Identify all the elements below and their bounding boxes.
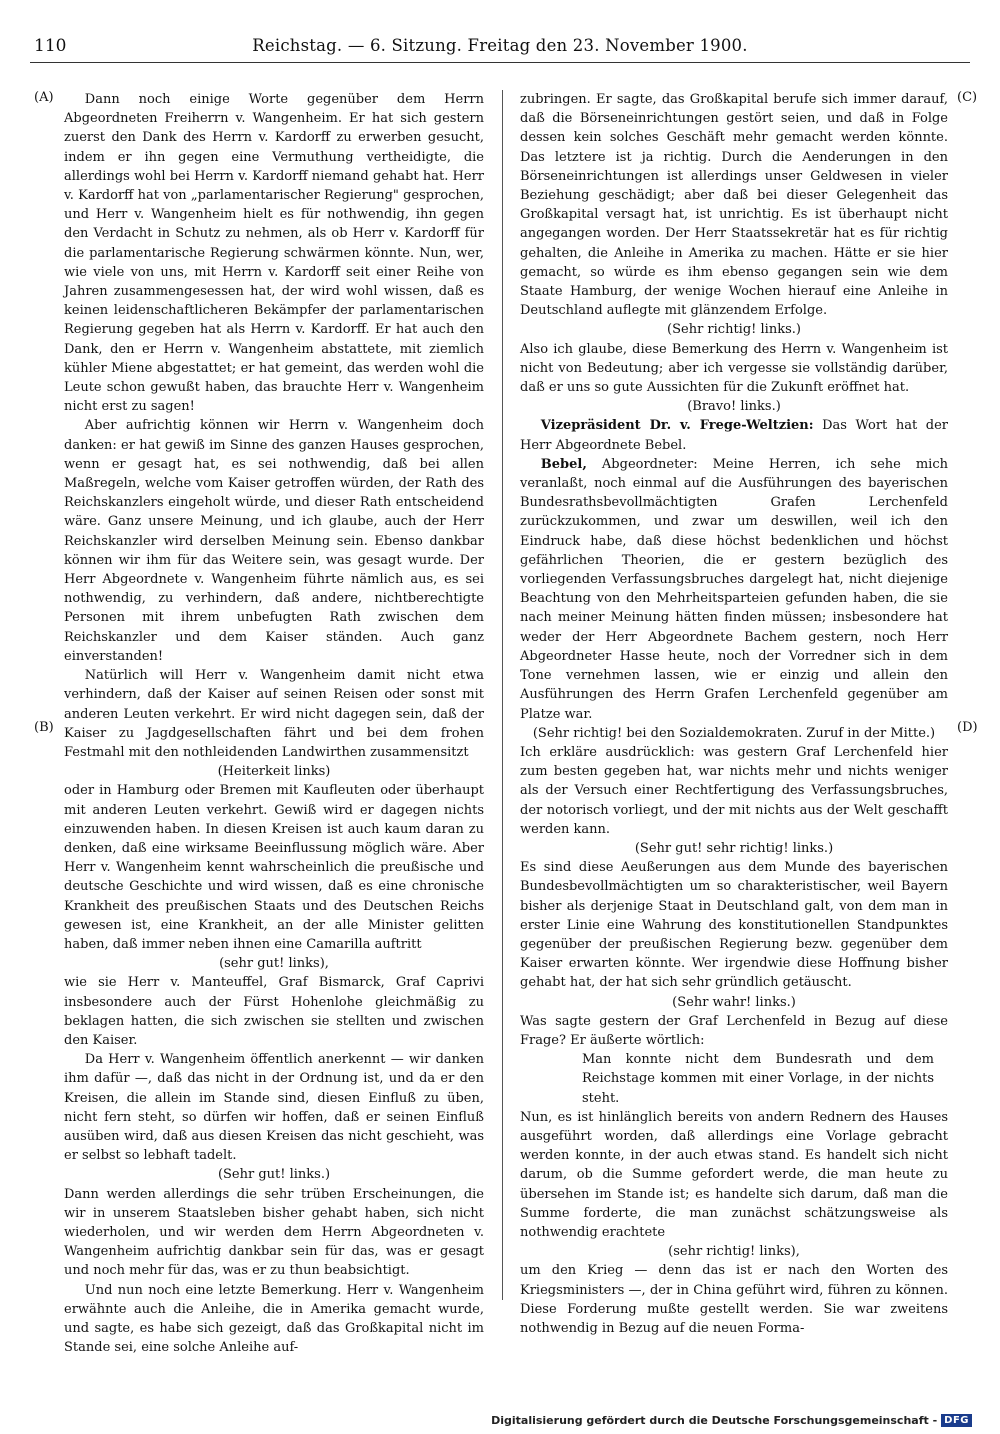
footer-credit — [491, 1414, 972, 1427]
body-paragraph: um den Krieg — denn das ist er nach den Worten des Kriegsministers —, der in China geführt wird, führen zu können. Diese Forderung mußte gestellt werden. Sie war zweitens nothwendig in Bezug auf die neuen Forma- — [520, 1263, 948, 1336]
interjection: (sehr gut! links), — [219, 956, 329, 972]
speaker-name: Vizepräsident Dr. v. Frege-Weltzien: — [540, 418, 814, 434]
body-paragraph: Dann werden allerdings die sehr trüben Erscheinungen, die wir in unserem Staatsleben bisher gehabt haben, sich nicht wiederholen, und wir werden dem Herrn Abgeordneten v. Wangenheim aufrichtig dankbar sein für das, was er gesagt und noch mehr für das, was er zu thun beabsichtigt. — [64, 1186, 484, 1279]
credit-text: Digitalisierung gefördert durch die Deutsche Forschungsgemeinschaft - — [491, 1414, 938, 1427]
interjection: (Sehr gut! sehr richtig! links.) — [634, 840, 834, 856]
body-paragraph: Da Herr v. Wangenheim öffentlich anerkennt — wir danken ihm dafür —, daß das nicht in der Ordnung ist, und da er den Kreisen, die allein im Stande sind, diesen Einfluß zu üben, nicht fern steht, so dürfen wir hoffen, daß er seinen Einfluß ausüben wird, daß aus diesen Kreisen das nicht geschieht, was er selbst so lebhaft tadelt. — [64, 1052, 484, 1164]
speech-paragraph — [520, 455, 948, 724]
interjection: (Sehr wahr! links.) — [672, 994, 796, 1010]
body-paragraph: Es sind diese Aeußerungen aus dem Munde des bayerischen Bundesbevollmächtigten um so charakteristischer, weil Bayern bisher als derjenige Staat in Deutschland galt, von dem man in erster Linie eine Wahrung des konstitutionellen Standpunktes gegenüber der preußischen Regierung bezw. gegenüber dem Kaiser erwarten könnte. Wer irgendwie diese Hoffnung bisher gehabt hat, der hat sich sehr gründlich getäuscht. — [520, 860, 948, 991]
page-number: 110 — [34, 36, 67, 56]
column-divider — [502, 90, 503, 1300]
body-paragraph: Dann noch einige Worte gegenüber dem Herrn Abgeordneten Freiherrn v. Wangenheim. Er hat sich gestern zuerst den Dank des Herrn v. Kardorff zu erwerben gesucht, indem er ihn gegen eine Vermuthung vertheidigte, die allerdings wohl bei Herrn v. Kardorff niemand gehabt hat. Herr v. Kardorff hat von „parlamentarischer Regierung" gesprochen, und Herr v. Wangenheim hielt es für nothwendig, ihn gegen den Verdacht in Schutz zu nehmen, als ob Herr v. Kardorff für die parlamentarische Regierung schwärmen könnte. Nun, wer, wie viele von uns, mit Herrn v. Kardorff seit einer Reihe von Jahren zusammengesessen hat, der wird wohl wissen, daß es keinen leidenschaftlicheren Bekämpfer der parlamentarischen Regierung gegeben hat als Herrn v. Kardorff. Er hat auch den Dank, den er Herrn v. Wangenheim abstattete, mit ziemlich kühler Miene abgestattet; er hat gemeint, das werden wohl die Leute schon gewußt haben, das brauchte Herr v. Wangenheim nicht erst zu sagen! — [64, 92, 484, 415]
body-paragraph: Und nun noch eine letzte Bemerkung. Herr v. Wangenheim erwähnte auch die Anleihe, die in Amerika gemacht wurde, und sagte, es habe sich gezeigt, daß das Großkapital nicht im Stande sei, eine solche Anleihe auf- — [64, 1282, 484, 1356]
body-paragraph: Also ich glaube, diese Bemerkung des Herrn v. Wangenheim ist nicht von Bedeutung; aber ich vergesse sie vollständig darüber, daß er uns so gute Aussichten für die Zukunft eröffnet hat. — [520, 341, 948, 396]
speaker-name: Bebel, — [540, 456, 587, 472]
interjection: (Heiterkeit links) — [217, 764, 331, 780]
running-header — [30, 36, 970, 63]
body-paragraph: Ich erkläre ausdrücklich: was gestern Graf Lerchenfeld hier zum besten gegeben hat, war nichts mehr und nichts weniger als der Versuch einer Rechtfertigung des Verfassungsbruches, der notorisch vorliegt, und der mit nichts aus der Welt geschafft werden kann. — [520, 744, 948, 837]
speech-text: Abgeordneter: Meine Herren, ich sehe mich veranlaßt, noch einmal auf die Ausführungen des bayerischen Bundesrathsbevollmächtigten Grafen Lerchenfeld zurückzukommen, und zwar um deswillen, weil ich den Eindruck habe, daß diese höchst bedenklichen und höchst gefährlichen Theorien, die er gestern bezüglich des vorliegenden Verfassungsbruches dargelegt hat, nicht diejenige Beachtung von den Mehrheitsparteien gefunden haben, die sie nach meiner Meinung hätten finden müssen; insbesondere hat weder der Herr Abgeordnete Bachem gestern, noch Herr Abgeordneter Hasse heute, noch der Vorredner sich in dem Tone vernehmen lassen, wie er einzig und allein den Ausführungen des Herrn Grafen Lerchenfeld gegenüber am Platze war. — [520, 456, 948, 722]
body-paragraph: oder in Hamburg oder Bremen mit Kaufleuten oder überhaupt mit anderen Leuten verkehrt. Gewiß wird er dagegen nichts einzuwenden haben. In diesen Kreisen ist auch kaum daran zu denken, daß eine wirksame Beeinflussung möglich wäre. Aber Herr v. Wangenheim kennt wahrscheinlich die preußische und deutsche Geschichte und wird wissen, daß es eine chronische Krankheit des preußischen Staats und des Deutschen Reichs gewesen ist, eine Krankheit, an der alle Minister gelitten haben, daß immer neben ihnen eine Camarilla auftritt — [64, 783, 484, 952]
interjection: (Bravo! links.) — [687, 399, 781, 415]
margin-marker-b: (B) — [34, 720, 54, 735]
interjection: (Sehr richtig! bei den Sozialdemokraten. Zuruf in der Mitte.) — [532, 725, 936, 741]
margin-marker-c: (C) — [957, 90, 978, 105]
body-paragraph: zubringen. Er sagte, das Großkapital berufe sich immer darauf, daß die Börseneinrichtungen gestört seien, und daß in Folge dessen kein solches Geschäft mehr gemacht werden könnte. Das letztere ist ja richtig. Durch die Aenderungen in den Börseneinrichtungen ist allerdings unser Geldwesen in vieler Beziehung geschädigt; aber daß bei dieser Gelegenheit das Großkapital versagt hat, ist unrichtig. Es ist überhaupt nicht angegangen worden. Der Herr Staatssekretär hat es für richtig gehalten, die Anleihe in Amerika zu machen. Hätte er sie hier gemacht, so würde es ihm ebenso gegangen sein wie dem Staate Hamburg, der wenige Wochen hierauf eine Anleihe in Deutschland auflegte mit glänzendem Erfolge. — [520, 92, 948, 319]
margin-marker-a: (A) — [34, 90, 54, 105]
dfg-logo-icon: DFG — [941, 1414, 972, 1427]
interjection: (Sehr gut! links.) — [217, 1167, 331, 1183]
quotation: Man konnte nicht dem Bundesrath und dem Reichstage kommen mit einer Vorlage, in der nichts steht. — [582, 1052, 934, 1106]
body-paragraph: Natürlich will Herr v. Wangenheim damit nicht etwa verhindern, daß der Kaiser auf seinen Reisen oder sonst mit anderen Leuten verkehrt. Er wird nicht dagegen sein, daß der Kaiser zu Jagdgesellschaften fährt und bei dem frohen Festmahl mit den nothleidenden Landwirthen zusammensitzt — [64, 668, 484, 760]
body-paragraph: Nun, es ist hinlänglich bereits von andern Rednern des Hauses ausgeführt worden, daß allerdings eine Vorlage gebracht werden konnte, in der auch etwas stand. Es handelt sich nicht darum, ob die Summe gefordert werde, die man heute zu übersehen im Stande ist; es handelte sich darum, daß man die Summe forderte, die man zunächst schätzungsweise als nothwendig erachtete — [520, 1109, 948, 1240]
interjection: (sehr richtig! links), — [668, 1244, 800, 1260]
body-paragraph: wie sie Herr v. Manteuffel, Graf Bismarck, Graf Caprivi insbesondere auch der Fürst Hohenlohe gleichmäßig zu beklagen hatten, die sich zwischen sie stellten und zwischen den Kaiser. — [64, 975, 484, 1048]
speech-text: Das Wort hat der Herr Abgeordnete Bebel. — [520, 418, 948, 453]
right-column — [520, 90, 948, 1338]
margin-marker-d: (D) — [957, 720, 978, 735]
speech-paragraph — [520, 416, 948, 454]
running-title: Reichstag. — 6. Sitzung. Freitag den 23. November 1900. — [252, 36, 748, 55]
body-paragraph: Was sagte gestern der Graf Lerchenfeld in Bezug auf diese Frage? Er äußerte wörtlich: — [520, 1013, 948, 1048]
left-column — [64, 90, 484, 1357]
interjection: (Sehr richtig! links.) — [667, 322, 801, 338]
body-paragraph: Aber aufrichtig können wir Herrn v. Wangenheim doch danken: er hat gewiß im Sinne des ganzen Hauses gesprochen, wenn er gesagt hat, es sei nothwendig, daß bei allen Maßregeln, welche vom Kaiser getroffen würden, der Rath des Reichskanzlers eingeholt würde, und dieser Rath entscheidend wäre. Ganz unsere Meinung, und ich glaube, auch der Herr Reichskanzler wird derselben Meinung sein. Ebenso dankbar können wir ihm für das Weitere sein, was gesagt wurde. Der Herr Abgeordnete v. Wangenheim führte nämlich aus, es sei nothwendig, zu verhindern, daß andere, nichtberechtigte Personen mit ihrem unbefugten Rath zwischen dem Reichskanzler und dem Kaiser ständen. Auch ganz einverstanden! — [64, 418, 484, 664]
